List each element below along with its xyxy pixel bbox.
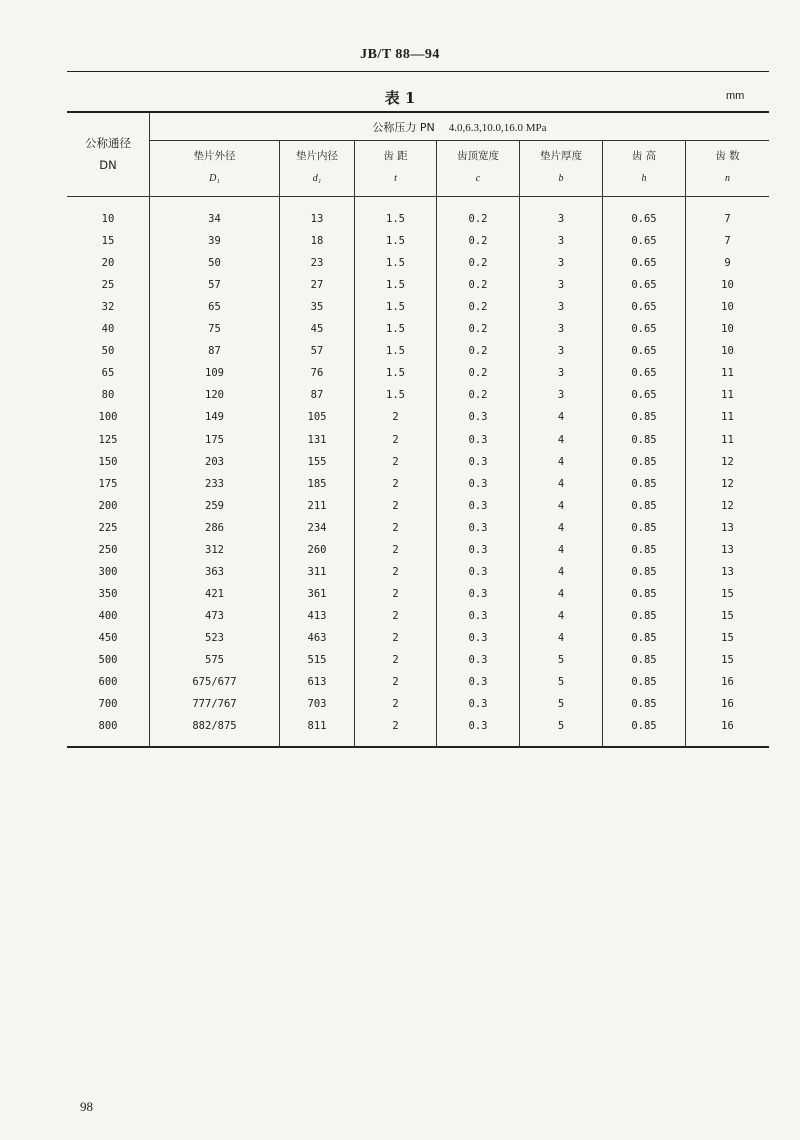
document-code: JB/T 88—94 <box>360 47 440 62</box>
table-cell: 155 <box>307 455 327 468</box>
table-cell: 259 <box>205 499 224 512</box>
table-cell: 2 <box>392 433 399 446</box>
table-cell: 500 <box>98 654 118 666</box>
table-cell: 0.2 <box>468 389 488 402</box>
table-cell: 0.2 <box>468 279 488 292</box>
table-row <box>67 605 769 627</box>
table-cell: 7 <box>724 235 731 248</box>
table-cell: 13 <box>310 213 324 225</box>
column-header-label: 垫片内径 <box>296 150 338 162</box>
table-row <box>67 473 769 495</box>
table-cell: 5 <box>557 676 565 689</box>
table-cell: 0.2 <box>468 323 488 336</box>
table-cell: 13 <box>721 521 734 534</box>
table-cell: 0.3 <box>468 543 488 556</box>
table-cell: 150 <box>98 455 118 468</box>
table-cell: 3 <box>557 389 565 402</box>
table-cell: 50 <box>101 345 115 358</box>
table-cell: 0.85 <box>631 631 657 644</box>
table-cell: 286 <box>205 521 224 534</box>
table-cell: 3 <box>557 367 565 380</box>
table-cell: 40 <box>101 323 115 336</box>
header-divider <box>67 196 769 197</box>
table-row <box>67 274 769 296</box>
table-cell: 4 <box>557 433 565 446</box>
table-cell: 0.65 <box>631 279 657 292</box>
table-cell: 421 <box>205 587 224 600</box>
table-cell: 10 <box>721 323 734 336</box>
table-cell: 125 <box>98 433 118 446</box>
table-cell: 2 <box>392 411 399 424</box>
pressure-header <box>150 119 769 135</box>
table-unit: mm <box>726 90 745 102</box>
table-cell: 2 <box>392 543 399 556</box>
table-cell: 0.3 <box>468 499 488 512</box>
table-cell: 400 <box>98 609 118 622</box>
table-cell: 234 <box>307 521 327 534</box>
table-cell: 27 <box>310 279 324 292</box>
table-cell: 4 <box>557 477 565 490</box>
table-row <box>67 406 769 428</box>
table-row <box>67 296 769 318</box>
header-rule <box>67 71 769 72</box>
table-cell: 0.3 <box>468 565 488 578</box>
table-cell: 16 <box>721 676 734 689</box>
table-cell: 11 <box>721 411 734 424</box>
table-cell: 0.3 <box>468 587 488 600</box>
table-cell: 0.3 <box>468 676 488 689</box>
column-header-symbol: b <box>558 173 564 184</box>
table-cell: 80 <box>101 389 115 402</box>
table-cell: 185 <box>307 477 327 490</box>
table-cell: 3 <box>557 257 565 270</box>
pressure-label: 公称压力 PN <box>372 121 435 134</box>
table-cell: 0.85 <box>631 654 657 666</box>
table-cell: 703 <box>307 698 327 711</box>
table-cell: 0.65 <box>631 345 657 358</box>
table-cell: 5 <box>557 720 565 733</box>
table-cell: 2 <box>392 698 399 711</box>
table-cell: 0.2 <box>468 235 488 248</box>
table-cell: 363 <box>205 565 224 578</box>
table-cell: 3 <box>557 345 565 358</box>
table-cell: 0.85 <box>631 455 657 468</box>
table-row <box>67 252 769 274</box>
table-cell: 12 <box>721 455 734 468</box>
column-header-symbol: n <box>725 173 730 184</box>
table-cell: 523 <box>205 631 224 644</box>
table-row <box>67 671 769 693</box>
table-cell: 0.2 <box>468 257 488 270</box>
table-cell: 39 <box>208 235 221 248</box>
table-cell: 87 <box>310 389 324 402</box>
table-cell: 3 <box>557 279 565 292</box>
table-cell: 1.5 <box>386 301 405 314</box>
table-cell: 0.85 <box>631 609 657 622</box>
column-header-label: 齿 数 <box>715 150 740 162</box>
table-cell: 4 <box>557 631 565 644</box>
table-cell: 100 <box>98 411 118 424</box>
table-cell: 1.5 <box>386 213 405 225</box>
table-cell: 10 <box>721 301 734 314</box>
table-cell: 361 <box>307 587 327 600</box>
table-cell: 5 <box>557 654 565 666</box>
table-cell: 15 <box>721 631 734 644</box>
table-cell: 2 <box>392 521 399 534</box>
table-cell: 4 <box>557 587 565 600</box>
table-cell: 233 <box>205 477 224 490</box>
table-cell: 10 <box>101 213 115 225</box>
table-cell: 11 <box>721 389 734 402</box>
table-cell: 613 <box>307 676 327 689</box>
table-cell: 2 <box>392 676 399 689</box>
table-cell: 515 <box>307 654 327 666</box>
table-cell: 0.2 <box>468 301 488 314</box>
table-cell: 3 <box>557 213 565 225</box>
table-cell: 131 <box>307 433 327 446</box>
table-row <box>67 561 769 583</box>
table-cell: 0.3 <box>468 521 488 534</box>
table-cell: 2 <box>392 631 399 644</box>
table-cell: 3 <box>557 323 565 336</box>
table-row <box>67 230 769 252</box>
dn-header-label: 公称通径 <box>85 136 131 150</box>
table-cell: 250 <box>98 543 118 556</box>
table-cell: 9 <box>724 257 731 270</box>
table-cell: 0.2 <box>468 345 488 358</box>
table-cell: 12 <box>721 499 734 512</box>
table-cell: 2 <box>392 587 399 600</box>
table-title: 表 1 <box>384 89 416 107</box>
table-cell: 675/677 <box>192 676 237 689</box>
column-header-label: 垫片厚度 <box>540 150 582 162</box>
table-cell: 105 <box>307 411 327 424</box>
table-cell: 15 <box>721 609 734 622</box>
table-cell: 120 <box>205 389 224 402</box>
table-cell: 0.85 <box>631 565 657 578</box>
table-cell: 3 <box>557 235 565 248</box>
table-cell: 12 <box>721 477 734 490</box>
table-cell: 23 <box>310 257 324 270</box>
table-cell: 882/875 <box>192 720 237 733</box>
table-cell: 200 <box>98 499 118 512</box>
table-row <box>67 517 769 539</box>
table-cell: 15 <box>721 587 734 600</box>
table-cell: 811 <box>307 720 327 733</box>
table-row <box>67 429 769 451</box>
column-header-label: 齿 距 <box>383 150 408 162</box>
table-cell: 0.3 <box>468 433 488 446</box>
table-cell: 1.5 <box>386 235 405 248</box>
table-cell: 76 <box>310 367 324 380</box>
table-cell: 0.85 <box>631 433 657 446</box>
table-cell: 800 <box>98 720 118 733</box>
table-cell: 2 <box>392 609 399 622</box>
table-cell: 2 <box>392 477 399 490</box>
table-cell: 1.5 <box>386 257 405 270</box>
table-cell: 2 <box>392 720 399 733</box>
table-cell: 4 <box>557 565 565 578</box>
column-header-label: 齿 高 <box>631 150 657 162</box>
table-cell: 2 <box>392 654 399 666</box>
table-row <box>67 627 769 649</box>
table-cell: 777/767 <box>192 698 237 711</box>
table-cell: 600 <box>98 676 118 689</box>
column-header-symbol: d₁ <box>312 173 322 184</box>
table-row <box>67 539 769 561</box>
table-cell: 13 <box>721 565 734 578</box>
table-row <box>67 693 769 715</box>
table-cell: 0.85 <box>631 587 657 600</box>
table-cell: 0.65 <box>631 235 657 248</box>
table-cell: 0.65 <box>631 257 657 270</box>
table-row <box>67 495 769 517</box>
table-cell: 16 <box>721 698 734 711</box>
table-cell: 350 <box>98 587 118 600</box>
table-cell: 450 <box>98 631 118 644</box>
column-header-symbol: t <box>394 173 397 184</box>
page-number: 98 <box>80 1099 93 1114</box>
table-cell: 57 <box>310 345 324 358</box>
table-cell: 0.65 <box>631 323 657 336</box>
table-cell: 575 <box>205 654 224 666</box>
table-cell: 4 <box>557 609 565 622</box>
table-cell: 1.5 <box>386 323 405 336</box>
column-header-symbol: c <box>475 173 481 184</box>
table-cell: 15 <box>721 654 734 666</box>
table-cell: 4 <box>557 455 565 468</box>
table-row <box>67 715 769 737</box>
table-cell: 34 <box>208 213 221 225</box>
table-cell: 57 <box>208 279 221 292</box>
column-header-symbol: D₁ <box>209 173 220 184</box>
table-row <box>67 318 769 340</box>
table-cell: 16 <box>721 720 734 733</box>
table-cell: 700 <box>98 698 118 711</box>
table-cell: 473 <box>205 609 224 622</box>
table-cell: 10 <box>721 279 734 292</box>
column-header-label: 齿顶宽度 <box>457 150 499 162</box>
table-cell: 18 <box>310 235 324 248</box>
table-cell: 0.85 <box>631 411 657 424</box>
table-cell: 300 <box>98 565 118 578</box>
table-cell: 0.3 <box>468 654 488 666</box>
table-cell: 0.65 <box>631 213 657 225</box>
table-cell: 65 <box>208 301 221 314</box>
table-cell: 13 <box>721 543 734 556</box>
table-cell: 0.3 <box>468 720 488 733</box>
table-cell: 32 <box>101 301 115 314</box>
table-cell: 0.85 <box>631 676 657 689</box>
table-cell: 45 <box>310 323 324 336</box>
table-cell: 35 <box>310 301 324 314</box>
table-cell: 0.3 <box>468 631 488 644</box>
table-cell: 0.3 <box>468 411 488 424</box>
table-cell: 7 <box>724 213 731 225</box>
table-cell: 4 <box>557 543 565 556</box>
table-bottom-rule <box>67 746 769 748</box>
table-cell: 211 <box>307 499 327 512</box>
table-cell: 0.85 <box>631 521 657 534</box>
pressure-divider <box>150 140 769 141</box>
table-row <box>67 362 769 384</box>
table-cell: 203 <box>205 455 224 468</box>
table-cell: 1.5 <box>386 279 405 292</box>
table-cell: 4 <box>557 411 565 424</box>
table-row <box>67 583 769 605</box>
table-cell: 0.65 <box>631 301 657 314</box>
table-cell: 4 <box>557 499 565 512</box>
dn-header-symbol: DN <box>99 158 117 172</box>
table-cell: 2 <box>392 455 399 468</box>
table-row <box>67 384 769 406</box>
column-header-label: 垫片外径 <box>193 150 236 162</box>
table-cell: 0.3 <box>468 477 488 490</box>
table-cell: 4 <box>557 521 565 534</box>
table-cell: 0.85 <box>631 499 657 512</box>
table-cell: 0.85 <box>631 477 657 490</box>
table-cell: 2 <box>392 565 399 578</box>
table-cell: 149 <box>205 411 224 424</box>
table-cell: 1.5 <box>386 345 405 358</box>
table-cell: 0.85 <box>631 543 657 556</box>
table-cell: 311 <box>307 565 327 578</box>
table-cell: 65 <box>101 367 115 380</box>
table-cell: 11 <box>721 367 734 380</box>
table-cell: 225 <box>98 521 118 534</box>
table-cell: 1.5 <box>386 367 405 380</box>
table-cell: 260 <box>307 543 327 556</box>
table-row <box>67 208 769 230</box>
table-cell: 175 <box>205 433 224 446</box>
table-cell: 11 <box>721 433 734 446</box>
table-cell: 1.5 <box>386 389 405 402</box>
table-cell: 0.2 <box>468 213 488 225</box>
table-cell: 20 <box>101 257 115 270</box>
table-top-rule <box>67 111 769 113</box>
table-cell: 10 <box>721 345 734 358</box>
table-row <box>67 451 769 473</box>
table-cell: 0.85 <box>631 698 657 711</box>
table-cell: 0.3 <box>468 698 488 711</box>
table-cell: 0.3 <box>468 455 488 468</box>
table-row <box>67 340 769 362</box>
table-cell: 312 <box>205 543 224 556</box>
table-cell: 50 <box>208 257 221 270</box>
table-cell: 3 <box>557 301 565 314</box>
dn-column-header <box>67 132 149 176</box>
table-cell: 25 <box>101 279 115 292</box>
pressure-values: 4.0,6.3,10.0,16.0 MPa <box>448 122 547 134</box>
table-cell: 87 <box>208 345 221 358</box>
table-cell: 0.3 <box>468 609 488 622</box>
table-cell: 2 <box>392 499 399 512</box>
table-cell: 175 <box>98 477 118 490</box>
table-row <box>67 649 769 671</box>
table-cell: 15 <box>101 235 115 248</box>
table-cell: 75 <box>208 323 221 336</box>
table-cell: 413 <box>307 609 327 622</box>
table-cell: 0.65 <box>631 367 657 380</box>
table-cell: 109 <box>205 367 224 380</box>
column-header-symbol: h <box>641 173 647 184</box>
table-cell: 0.65 <box>631 389 657 402</box>
table-cell: 463 <box>307 631 327 644</box>
table-cell: 0.2 <box>468 367 488 380</box>
table-cell: 5 <box>557 698 565 711</box>
table-cell: 0.85 <box>631 720 657 733</box>
